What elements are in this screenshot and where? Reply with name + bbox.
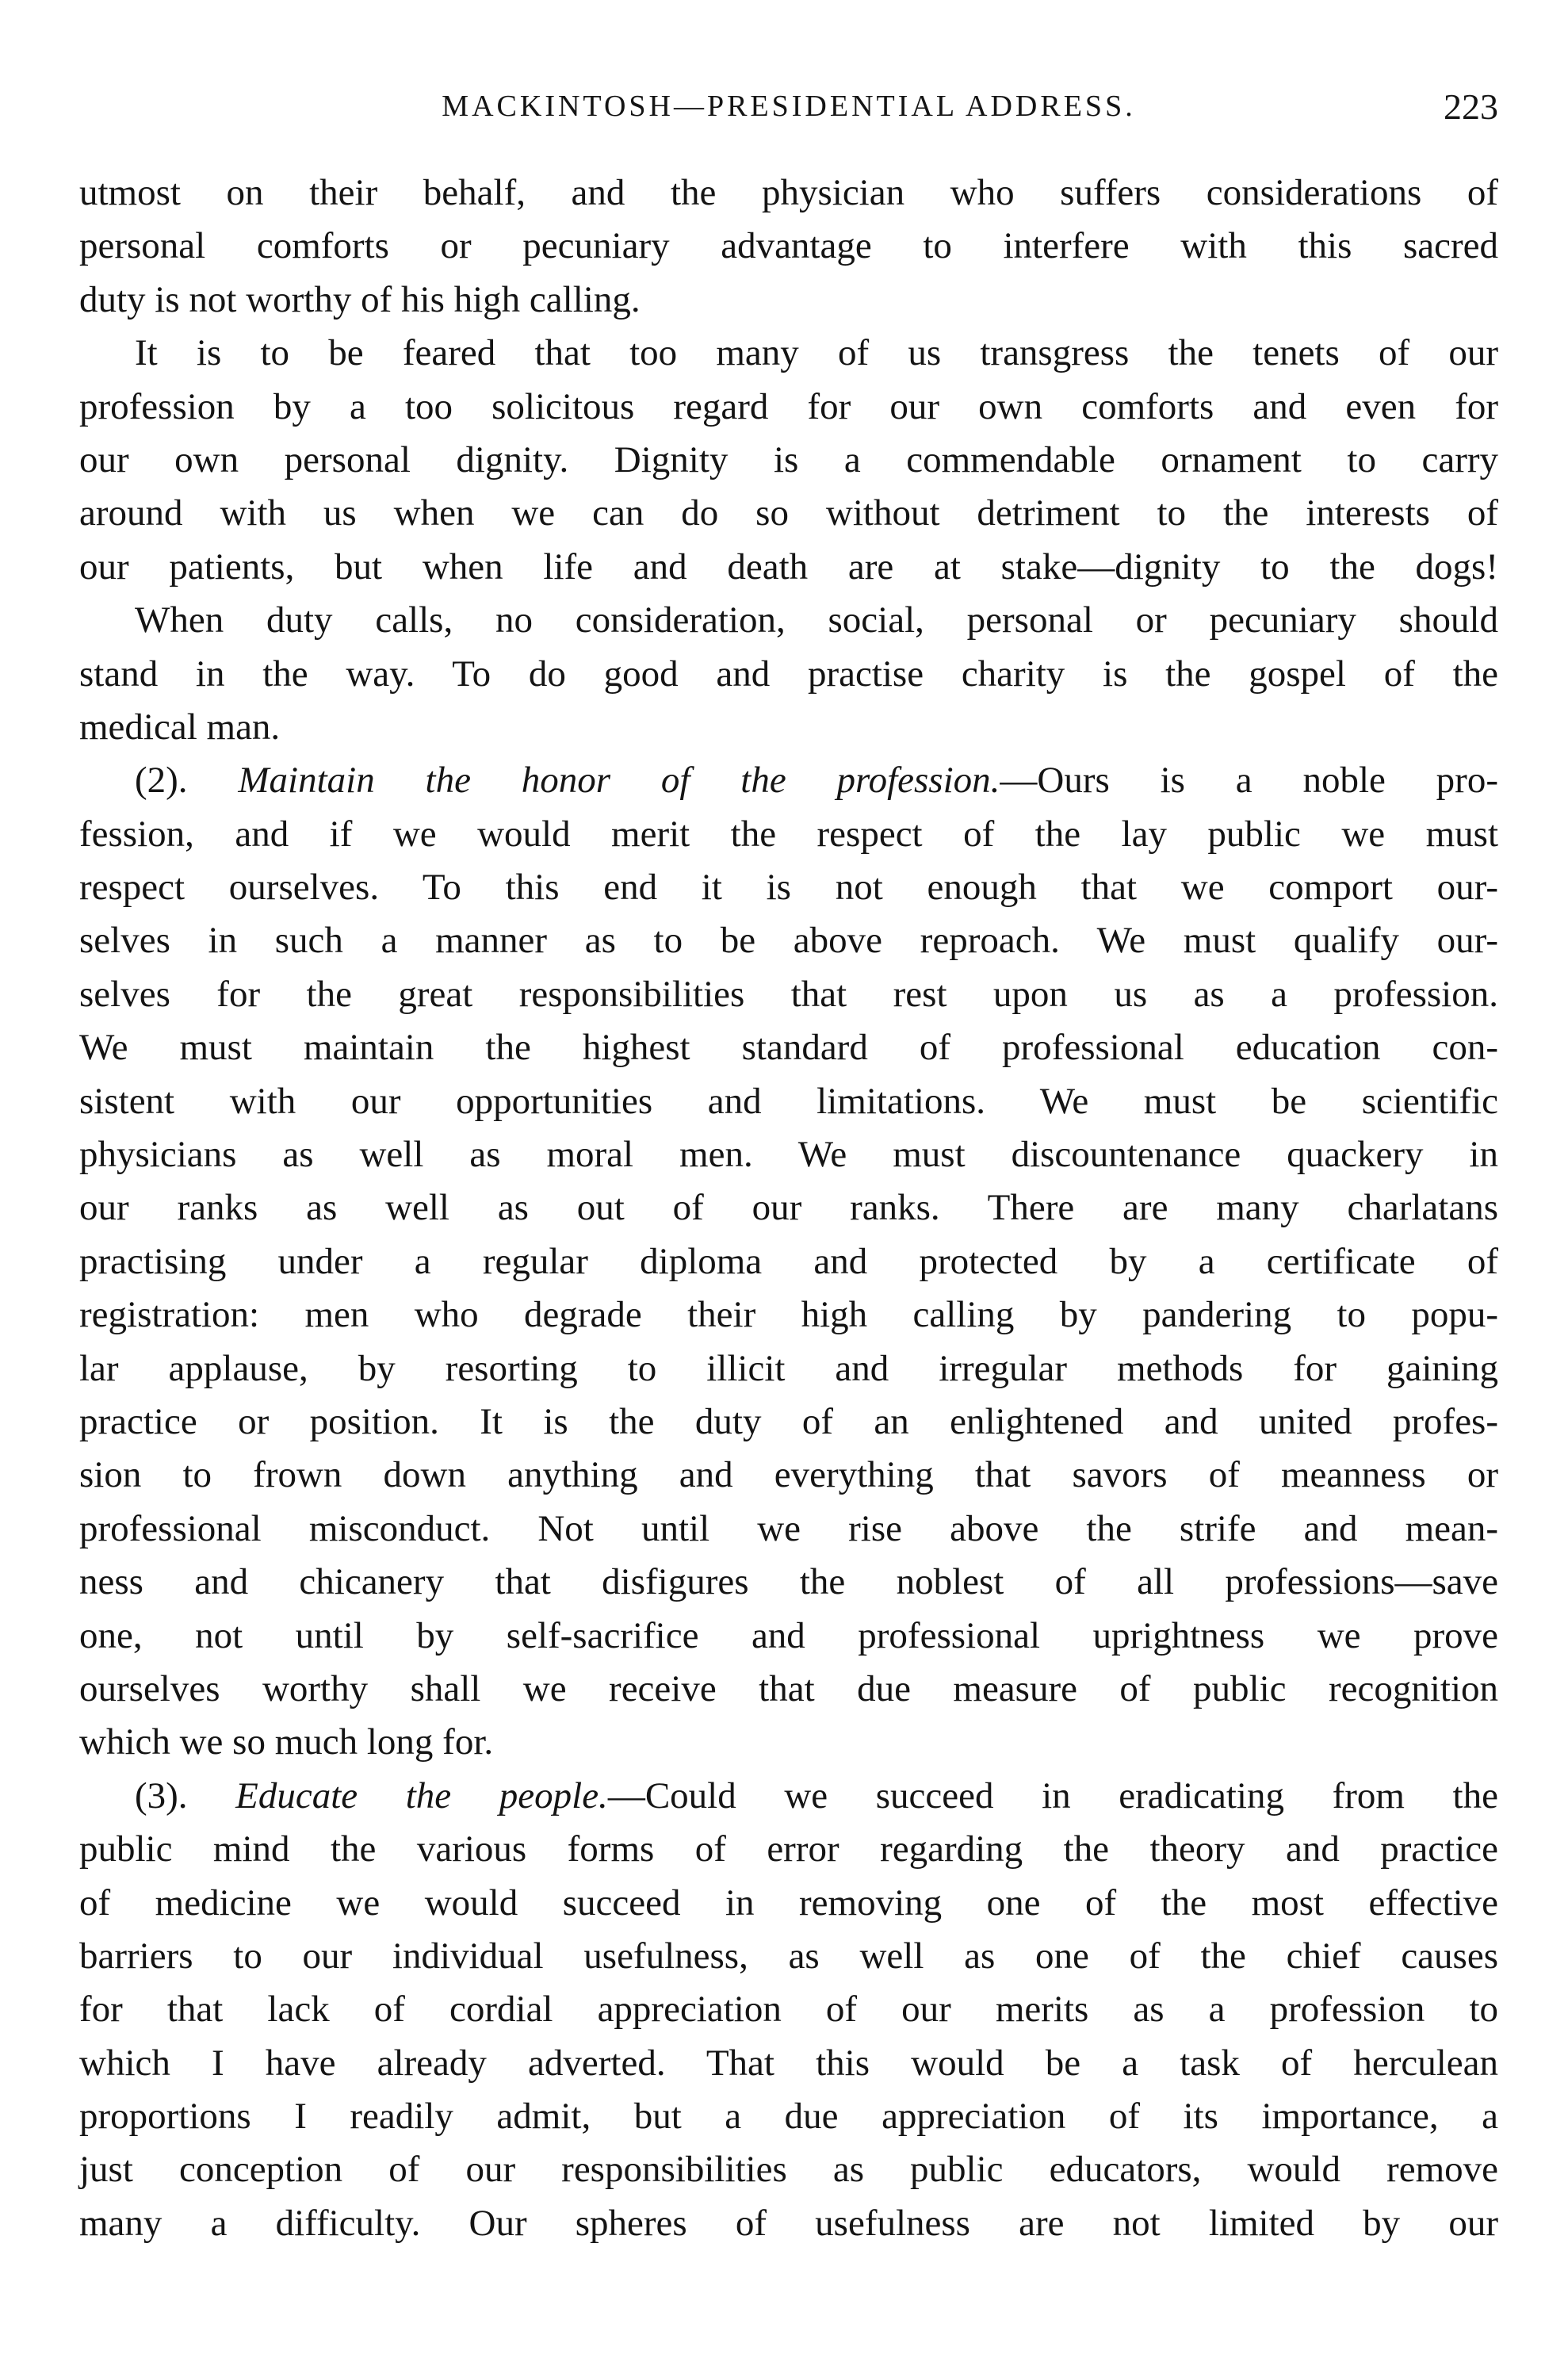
text-line: practice or position. It is the duty of an enlightened and united profes- xyxy=(79,1400,1498,1442)
text-line: selves in such a manner as to be above reproach. We must qualify our- xyxy=(79,920,1498,962)
text-line xyxy=(79,1770,1498,1823)
text-line: which we so much long for. xyxy=(79,1721,494,1763)
running-head: MACKINTOSH—PRESIDENTIAL ADDRESS. xyxy=(442,90,1136,123)
text-line: which I have already adverted. That this would be a task of herculean xyxy=(79,2042,1498,2084)
page-header xyxy=(79,86,1498,133)
text-line: medical man. xyxy=(79,706,281,748)
text-line: profession by a too solicitous regard for our own comforts and even for xyxy=(79,385,1498,427)
text-line: proportions I readily admit, but a due appreciation of its importance, a xyxy=(79,2096,1498,2138)
text-line: around with us when we can do so without detriment to the interests of xyxy=(79,492,1498,534)
text-line: duty is not worthy of his high calling. xyxy=(79,278,641,320)
page-number: 223 xyxy=(1444,86,1498,127)
text-line: It is to be feared that too many of us transgress the tenets of our xyxy=(135,332,1498,374)
text-line: practising under a regular diploma and protected by a certificate of xyxy=(79,1240,1498,1282)
section-lead-text: —Ours is a noble pro- xyxy=(1000,760,1498,802)
text-line: of medicine we would succeed in removing one of the most effective xyxy=(79,1882,1498,1924)
text-line: public mind the various forms of error regarding the theory and practice xyxy=(79,1828,1498,1870)
text-line: personal comforts or pecuniary advantage to interfere with this sacred xyxy=(79,225,1498,267)
body-text xyxy=(79,167,1498,2250)
text-line: one, not until by self-sacrifice and professional uprightness we prove xyxy=(79,1614,1498,1656)
section-heading: Maintain the honor of the profession. xyxy=(238,760,1000,802)
text-line: fession, and if we would merit the respect of the lay public we must xyxy=(79,813,1498,855)
section-number: (2). xyxy=(135,760,239,802)
text-line: respect ourselves. To this end it is not enough that we comport our- xyxy=(79,867,1498,909)
text-line: barriers to our individual usefulness, as well as one of the chief causes xyxy=(79,1935,1498,1977)
text-line: many a difficulty. Our spheres of usefulness are not limited by our xyxy=(79,2202,1498,2244)
text-line: stand in the way. To do good and practise charity is the gospel of the xyxy=(79,653,1498,695)
section-lead-text: —Could we succeed in eradicating from the xyxy=(607,1774,1498,1816)
text-line: utmost on their behalf, and the physician who suffers considerations of xyxy=(79,172,1498,213)
text-line: physicians as well as moral men. We must discountenance quackery in xyxy=(79,1134,1498,1176)
text-line: our own personal dignity. Dignity is a commendable ornament to carry xyxy=(79,438,1498,480)
text-line: professional misconduct. Not until we rise above the strife and mean- xyxy=(79,1507,1498,1549)
text-line xyxy=(79,754,1498,807)
section-number: (3). xyxy=(135,1774,236,1816)
text-line: for that lack of cordial appreciation of our merits as a profession to xyxy=(79,1989,1498,2031)
section-heading: Educate the people. xyxy=(235,1774,608,1816)
text-line: sistent with our opportunities and limitations. We must be scientific xyxy=(79,1080,1498,1122)
text-line: selves for the great responsibilities that rest upon us as a profession. xyxy=(79,973,1498,1015)
text-line: We must maintain the highest standard of professional education con- xyxy=(79,1027,1498,1069)
text-line: registration: men who degrade their high calling by pandering to popu- xyxy=(79,1294,1498,1336)
text-line: When duty calls, no consideration, social, personal or pecuniary should xyxy=(135,599,1498,641)
text-line: just conception of our responsibilities as public educators, would remove xyxy=(79,2149,1498,2191)
text-line: ness and chicanery that disfigures the noblest of all professions—save xyxy=(79,1561,1498,1603)
text-line: ourselves worthy shall we receive that due measure of public recognition xyxy=(79,1667,1498,1709)
text-line: our ranks as well as out of our ranks. There are many charlatans xyxy=(79,1187,1498,1229)
text-line: our patients, but when life and death are at stake—dignity to the dogs! xyxy=(79,546,1498,588)
text-line: lar applause, by resorting to illicit and irregular methods for gaining xyxy=(79,1347,1498,1389)
text-line: sion to frown down anything and everything that savors of meanness or xyxy=(79,1454,1498,1496)
